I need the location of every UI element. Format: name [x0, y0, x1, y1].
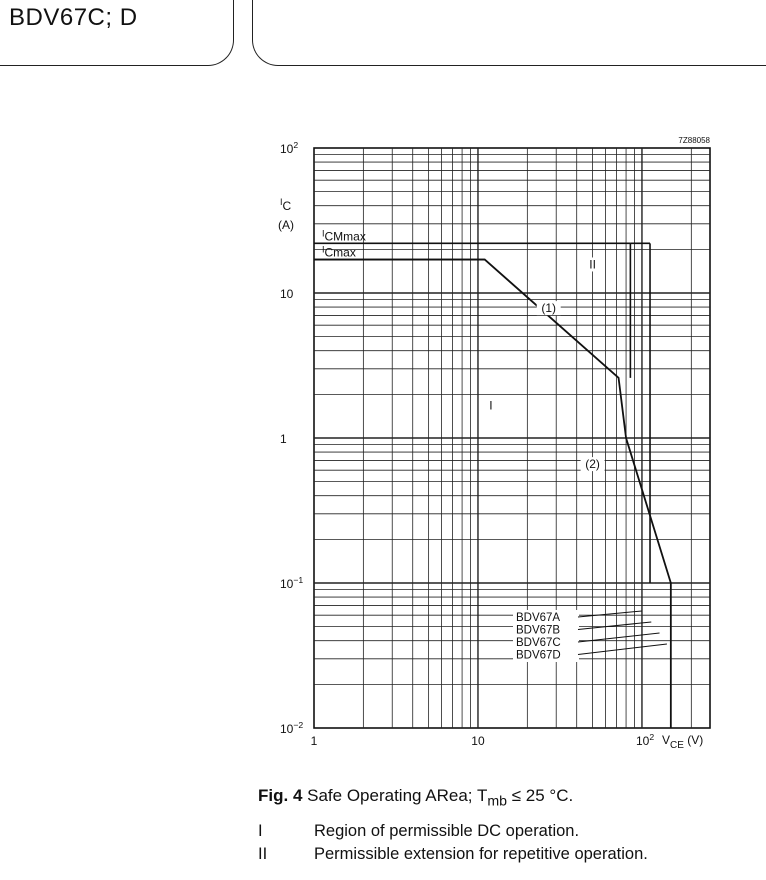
legend-text: Region of permissible DC operation. [314, 822, 580, 840]
legend-item [258, 822, 579, 841]
caption-text: Safe Operating ARea; T [307, 786, 488, 805]
caption-prefix: Fig. 4 [258, 786, 303, 805]
annotation-label: (2) [585, 457, 600, 472]
page-title: BDV67C; D [9, 4, 138, 31]
y-tick-label: 1 [280, 432, 287, 446]
x-tick-label: 1 [310, 734, 318, 748]
y-tick-label: $10^2$ [280, 140, 299, 156]
annotation-label: (1) [541, 301, 557, 316]
legend-text: Permissible extension for repetitive operation. [314, 845, 648, 863]
series-label: BDV67A [516, 612, 561, 624]
legend-key: I [258, 822, 263, 840]
series-leader-line [578, 644, 667, 655]
level-label: $^I$Cmax [322, 244, 356, 260]
caption-cond: ≤ 25 °C. [507, 786, 574, 805]
figure-caption [258, 786, 573, 809]
y-axis-unit: (A) [278, 218, 294, 232]
series-leader-line [578, 611, 642, 617]
y-tick-label: $10^{-2}$ [280, 720, 304, 736]
level-label: $^I$CMmax [322, 228, 366, 244]
series-label: BDV67B [516, 624, 561, 637]
x-axis-label: $V_{CE}$ (V) [662, 733, 704, 751]
caption-sub: mb [487, 793, 507, 810]
y-tick-label: $10^{-1}$ [280, 575, 304, 591]
legend-key: II [258, 845, 268, 863]
soa-boundary-line [314, 260, 671, 728]
series-leader-line [578, 622, 651, 630]
y-axis-label: $^I$C [280, 197, 292, 213]
x-tick-label: $10^2$ [635, 732, 655, 748]
series-label: BDV67D [516, 649, 561, 662]
annotation-label: I [489, 398, 493, 413]
series-label: BDV67C [516, 637, 561, 649]
y-tick-label: 10 [280, 287, 294, 301]
annotation-label: II [589, 257, 596, 272]
legend-item [258, 845, 648, 864]
x-tick-label: 10 [471, 734, 485, 748]
figure-code: 7Z88058 [678, 136, 710, 145]
